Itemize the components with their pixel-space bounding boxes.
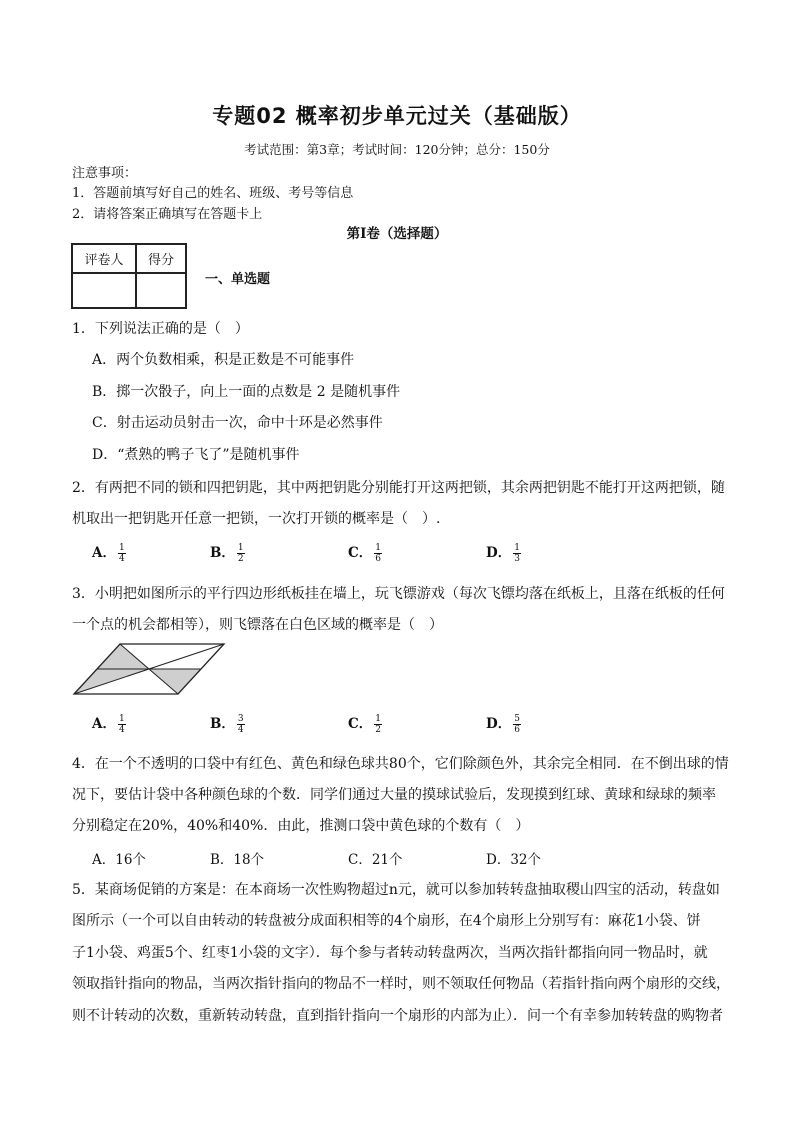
q5-stem-line1: 5．某商场促销的方案是：在本商场一次性购物超过n元，就可以参加转转盘抽取稷山四宝的活动，转盘如	[72, 882, 720, 898]
note-item-2: 2．请将答案正确填写在答题卡上	[72, 207, 263, 222]
section-title: 第I卷（选择题）	[346, 226, 448, 242]
numerator: 1	[237, 543, 244, 553]
fraction	[374, 714, 382, 735]
q1-option-d: D．“煮熟的鸭子飞了”是随机事件	[92, 447, 300, 463]
option-label: C．	[348, 545, 373, 561]
denominator: 6	[514, 725, 520, 735]
denominator: 6	[375, 554, 381, 564]
q3-stem-line2: 一个点的机会都相等），则飞镖落在白色区域的概率是（ ）	[72, 617, 443, 633]
q4-option-b: B．18个	[210, 852, 265, 868]
denominator: 4	[237, 725, 244, 735]
q2-stem-line1: 2．有两把不同的锁和四把钥匙，其中两把钥匙分别能打开这两把锁，其余两把钥匙不能打开这两把锁，随	[72, 480, 725, 496]
denominator: 3	[514, 554, 520, 564]
q5-stem-line4: 领取指针指向的物品，当两次指针指向的物品不一样时，则不领取任何物品（若指针指向两个扇形的交线，	[72, 976, 730, 992]
fraction	[237, 714, 245, 735]
q3-stem-line1: 3．小明把如图所示的平行四边形纸板挂在墙上，玩飞镖游戏（每次飞镖均落在纸板上，且落在纸板的任何	[72, 586, 725, 602]
grader-header-score: 得分	[136, 244, 186, 273]
fraction	[513, 543, 521, 564]
fraction	[237, 543, 245, 564]
option-label: C．	[348, 716, 373, 732]
q3-option-a	[92, 712, 126, 735]
q3-option-b	[210, 712, 245, 735]
q2-option-d	[486, 541, 521, 564]
option-label: D．	[486, 545, 512, 561]
denominator: 2	[237, 554, 244, 564]
numerator: 1	[118, 714, 125, 724]
notes-title: 注意事项：	[72, 166, 138, 181]
fraction	[513, 714, 521, 735]
numerator: 1	[514, 543, 520, 553]
q1-option-c: C．射击运动员射击一次，命中十环是必然事件	[92, 415, 383, 431]
exam-meta: 考试范围：第3章；考试时间：120分钟；总分：150分	[244, 142, 550, 157]
grader-header-reviewer: 评卷人	[72, 244, 136, 273]
grader-cell-score[interactable]	[136, 273, 186, 308]
q4-stem-line3: 分别稳定在20%，40%和40%．由此，推测口袋中黄色球的个数有（ ）	[72, 818, 530, 834]
fraction	[374, 543, 382, 564]
grader-table	[71, 243, 187, 309]
numerator: 1	[375, 714, 381, 724]
option-label: A．	[92, 716, 116, 732]
numerator: 3	[237, 714, 244, 724]
q2-option-c	[348, 541, 382, 564]
grader-cell-reviewer[interactable]	[72, 273, 136, 308]
q2-stem-line2: 机取出一把钥匙开任意一把锁，一次打开锁的概率是（ ）.	[72, 511, 441, 527]
option-label: B．	[210, 545, 235, 561]
fraction	[118, 714, 126, 735]
q4-option-a: A．16个	[92, 852, 146, 868]
q4-option-d: D．32个	[486, 852, 542, 868]
option-label: D．	[486, 716, 512, 732]
shaded-triangle-right	[149, 669, 201, 694]
q2-option-a	[92, 541, 126, 564]
q5-stem-line2: 图所示（一个可以自由转动的转盘被分成面积相等的4个扇形，在4个扇形上分别写有：麻花1小袋、饼	[72, 913, 701, 929]
q1-stem: 1．下列说法正确的是（ ）	[72, 321, 249, 337]
q4-option-c: C．21个	[348, 852, 403, 868]
option-label: B．	[210, 716, 235, 732]
numerator: 1	[118, 543, 125, 553]
denominator: 4	[118, 725, 125, 735]
q1-option-b: B．掷一次骰子，向上一面的点数是 2 是随机事件	[92, 384, 401, 400]
denominator: 4	[118, 554, 125, 564]
q5-stem-line3: 子1小袋、鸡蛋5个、红枣1小袋的文字）．每个参与者转动转盘两次，当两次指针都指向同一物品时，就	[72, 945, 708, 961]
q5-stem-line5: 则不计转动的次数，重新转动转盘，直到指针指向一个扇形的内部为止）．问一个有幸参加转转盘的购物者	[72, 1008, 723, 1024]
numerator: 5	[514, 714, 520, 724]
fraction	[118, 543, 126, 564]
denominator: 2	[375, 725, 381, 735]
q4-stem-line2: 况下，要估计袋中各种颜色球的个数．同学们通过大量的摸球试验后，发现摸到红球、黄球和绿球的频率	[72, 787, 716, 803]
q1-option-a: A．两个负数相乘，积是正数是不可能事件	[92, 352, 355, 368]
q3-option-d	[486, 712, 521, 735]
part-heading: 一、单选题	[205, 272, 271, 287]
note-item-1: 1．答题前填写好自己的姓名、班级、考号等信息	[72, 186, 354, 201]
parallelogram-figure	[72, 642, 228, 696]
q3-option-c	[348, 712, 382, 735]
option-label: A．	[92, 545, 116, 561]
numerator: 1	[375, 543, 381, 553]
q4-stem-line1: 4．在一个不透明的口袋中有红色、黄色和绿色球共80个，它们除颜色外，其余完全相同．在不倒出球的情	[72, 756, 729, 772]
q2-option-b	[210, 541, 245, 564]
page-title: 专题02 概率初步单元过关（基础版）	[212, 104, 582, 128]
